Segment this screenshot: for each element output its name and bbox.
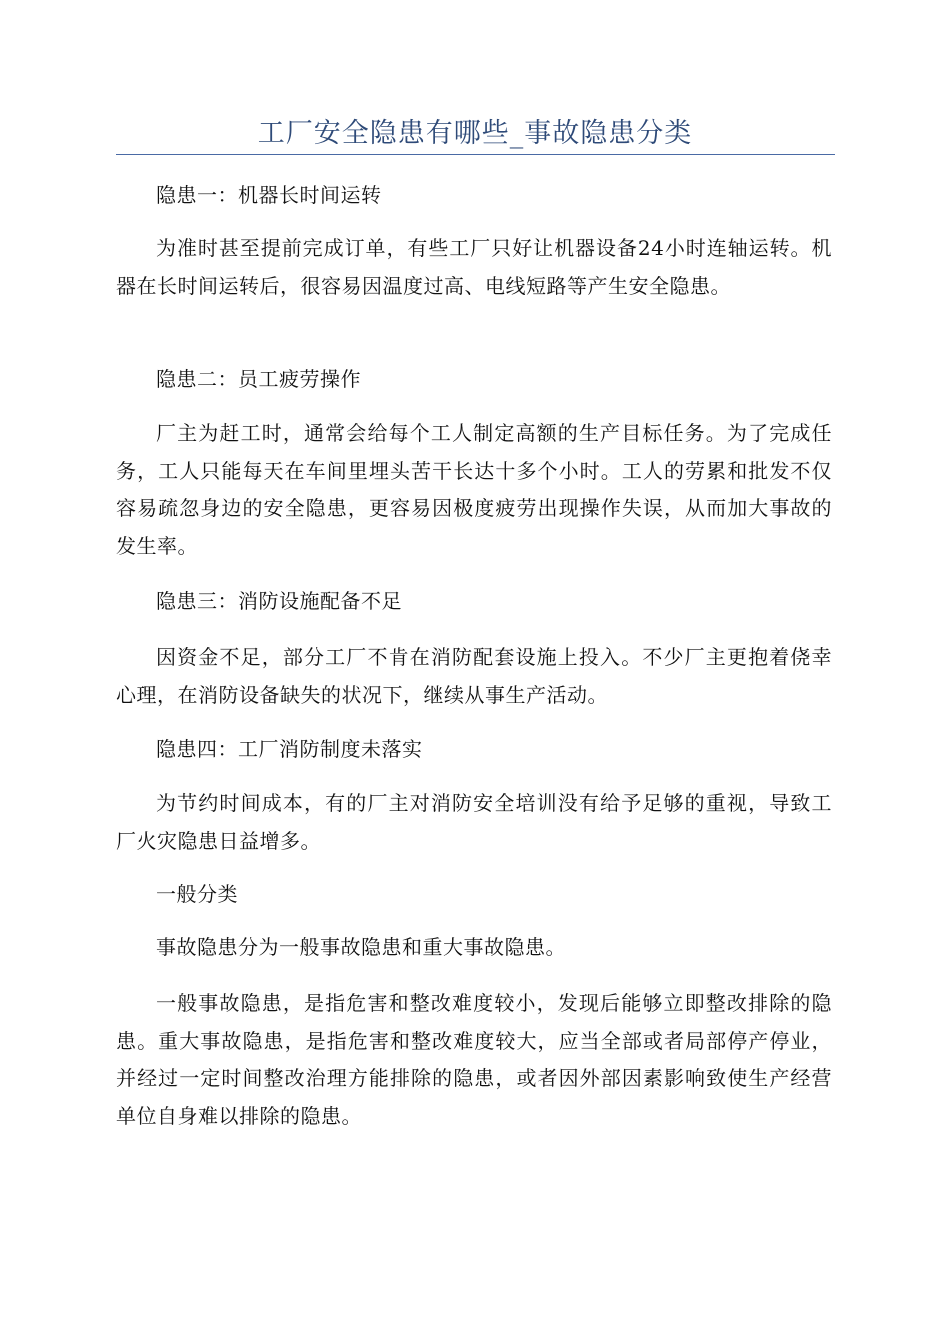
- paragraph-hazard-2: 厂主为赶工时，通常会给每个工人制定高额的生产目标任务。为了完成任务，工人只能每天在车间里埋头苦干长达十多个小时。工人的劳累和批发不仅容易疏忽身边的安全隐患，更容易因极度疲劳出现操作失误，从而加大事故的发生率。: [116, 421, 832, 558]
- paragraph-classification-intro: 事故隐患分为一般事故隐患和重大事故隐患。: [156, 935, 566, 959]
- heading-hazard-1: 隐患一：机器长时间运转: [156, 183, 382, 207]
- heading-hazard-3: 隐患三：消防设施配备不足: [156, 589, 402, 613]
- paragraph-hazard-1: 为准时甚至提前完成订单，有些工厂只好让机器设备24小时连轴运转。机器在长时间运转后，很容易因温度过高、电线短路等产生安全隐患。: [116, 236, 832, 298]
- title-underline: [116, 154, 835, 155]
- heading-general-classification: 一般分类: [156, 882, 238, 906]
- paragraph-hazard-4: 为节约时间成本，有的厂主对消防安全培训没有给予足够的重视，导致工厂火灾隐患日益增多。: [116, 791, 832, 853]
- page-title: 工厂安全隐患有哪些_事故隐患分类: [257, 118, 693, 149]
- paragraph-classification-detail: 一般事故隐患，是指危害和整改难度较小，发现后能够立即整改排除的隐患。重大事故隐患，是指危害和整改难度较大，应当全部或者局部停产停业，并经过一定时间整改治理方能排除的隐患，或者因外部因素影响致使生产经营单位自身难以排除的隐患。: [116, 991, 832, 1128]
- heading-hazard-2: 隐患二：员工疲劳操作: [156, 367, 361, 391]
- heading-hazard-4: 隐患四：工厂消防制度未落实: [156, 737, 423, 761]
- paragraph-hazard-3: 因资金不足，部分工厂不肯在消防配套设施上投入。不少厂主更抱着侥幸心理，在消防设备缺失的状况下，继续从事生产活动。: [116, 645, 832, 707]
